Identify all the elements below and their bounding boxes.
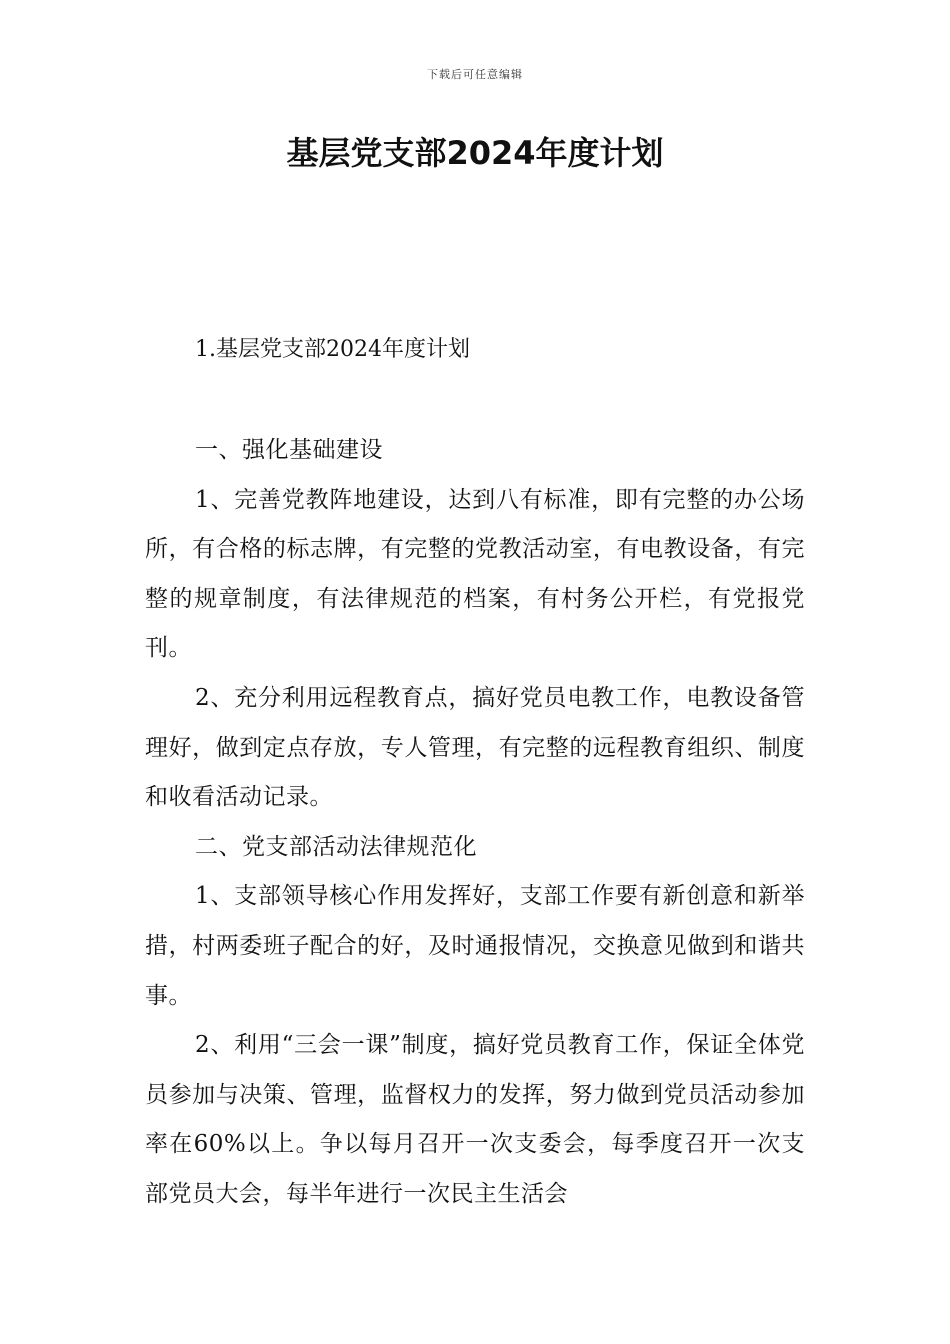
paragraph: 2、充分利用远程教育点，搞好党员电教工作，电教设备管理好，做到定点存放，专人管理，有完整的远程教育组织、制度和收看活动记录。 (145, 684, 805, 811)
paragraph: 1、完善党教阵地建设，达到八有标准，即有完整的办公场所，有合格的标志牌，有完整的党教活动室，有电教设备，有完整的规章制度，有法律规范的档案，有村务公开栏，有党报党刊。 (145, 486, 805, 662)
header-note: 下载后可任意编辑 (427, 68, 523, 81)
section-subheading: 1.基层党支部2024年度计划 (195, 337, 470, 362)
document-body (145, 330, 805, 1220)
heading-branch-activity-standardization: 二、党支部活动法律规范化 (195, 833, 477, 860)
paragraph: 2、利用“三会一课”制度，搞好党员教育工作，保证全体党员参加与决策、管理，监督权力的发挥，努力做到党员活动参加率在60%以上。争以每月召开一次支委会，每季度召开一次支部党员大会，每半年进行一次民主生活会 (145, 1032, 805, 1207)
paragraph: 1、支部领导核心作用发挥好，支部工作要有新创意和新举措，村两委班子配合的好，及时通报情况，交换意见做到和谐共事。 (145, 883, 805, 1009)
document-title: 基层党支部2024年度计划 (286, 134, 664, 172)
heading-strengthen-foundation: 一、强化基础建设 (195, 437, 383, 463)
